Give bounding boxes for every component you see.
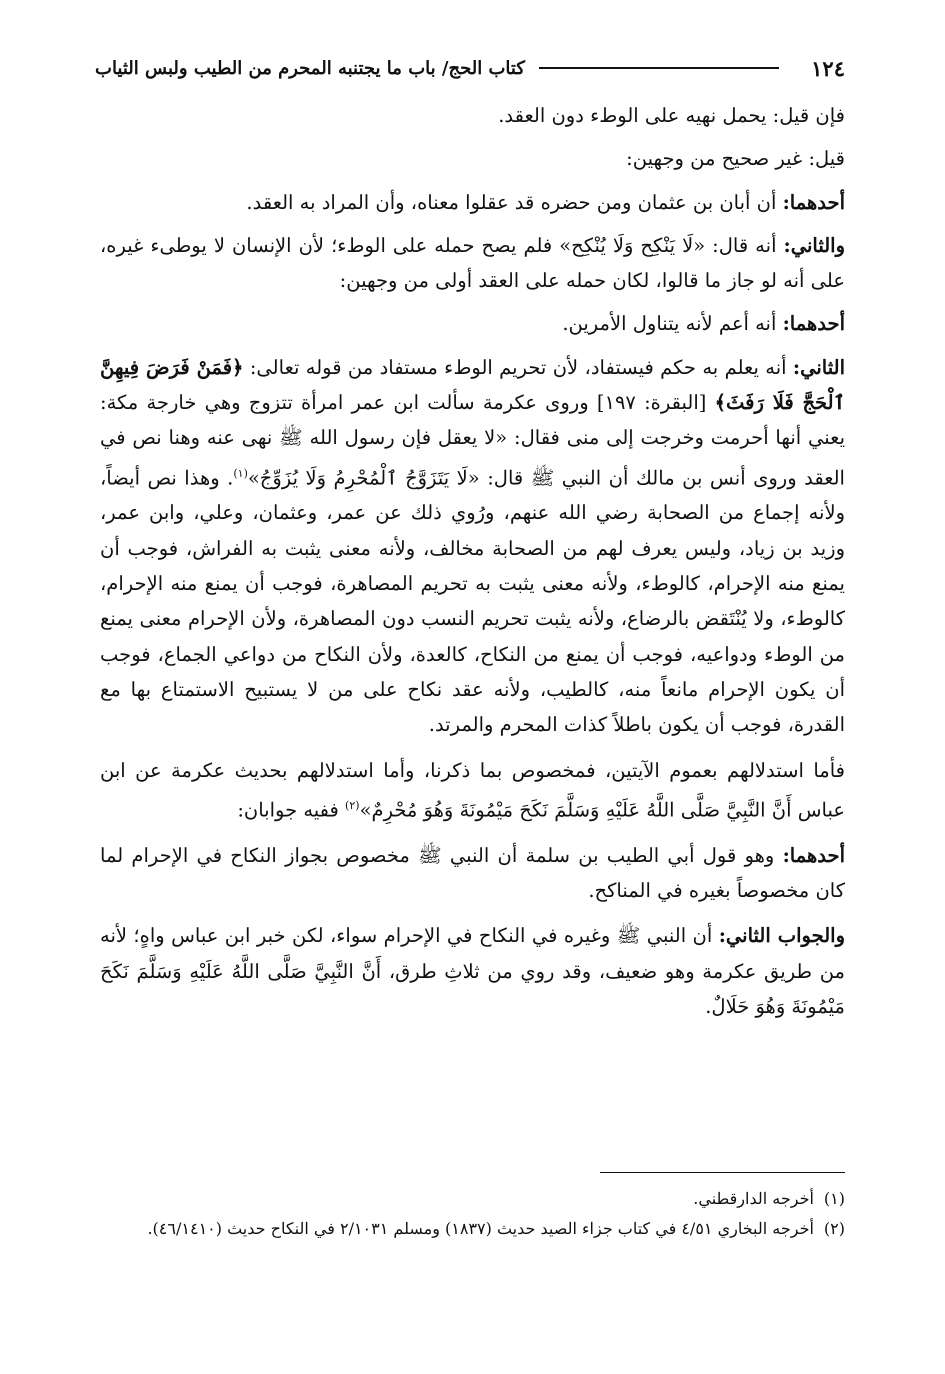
paragraph-lead: أحدهما:: [782, 843, 845, 867]
footnote: [100, 1216, 845, 1242]
footnote-ref: (٢): [345, 798, 360, 812]
footnote-text: أخرجه الدارقطني.: [693, 1189, 814, 1208]
paragraph-text: أن أبان بن عثمان ومن حضره قد عقلوا معناه، وأن المراد به العقد.: [246, 190, 777, 214]
running-title: كتاب الحج/ باب ما يجتنبه المحرم من الطيب ولبس الثياب: [95, 57, 525, 79]
paragraph: [100, 306, 845, 341]
paragraph: [100, 350, 845, 743]
paragraph: [100, 185, 845, 220]
paragraph-text: [البقرة: ١٩٧] وروى عكرمة سألت ابن عمر امرأة تتزوج وهي خارجة مكة: يعني أنها أحرمت وخرجت إلى منى فقال: «لا يعقل فإن رسول الله ﷺ نهى عنه وهنا نص في العقد وروى أنس بن مالك أن النبي ﷺ قال: «لَا يَتَزَوَّجُ ٱلْمُحْرِمُ وَلَا يُزَوِّجُ»: [100, 391, 845, 490]
paragraph-lead: والجواب الثاني:: [718, 924, 845, 948]
paragraph-text: فإن قيل: يحمل نهيه على الوطء دون العقد.: [498, 104, 845, 127]
paragraph-lead: الثاني:: [792, 355, 845, 379]
header-left: [95, 58, 779, 79]
paragraph: [100, 753, 845, 828]
quran-verse: ﴿فَمَنْ فَرَضَ فِيهِنَّ ٱلْحَجَّ فَلَا رَفَثَ﴾: [100, 355, 846, 415]
paragraph-text: أن النبي ﷺ وغيره في النكاح في الإحرام سواء، لكن خبر ابن عباس واهٍ؛ لأنه من طريق عكرمة وهو ضعيف، وقد روي من ثلاثِ طرق، أَنَّ النَّبِيَّ صَلَّى اللَّهُ عَلَيْهِ وَسَلَّمَ نَكَحَ مَيْمُونَةَ وَهُوَ حَلَالٌ.: [100, 924, 845, 1018]
footnote-text: أخرجه البخاري ٤/٥١ في كتاب جزاء الصيد حديث (١٨٣٧) ومسلم ٢/١٠٣١ في النكاح حديث (٤٦/١٤١٠).: [147, 1219, 814, 1238]
paragraph-text: أنه قال: «لَا يَنْكِح وَلَا يُنْكِح» فلم يصح حمله على الوطء؛ لأن الإنسان لا يوطىء غيره، على أنه لو جاز ما قالوا، لكان حمله على العقد أولى من وجهين:: [100, 233, 845, 293]
paragraph: [100, 918, 845, 1024]
paragraph: [100, 141, 845, 176]
paragraph-text: أنه أعم لأنه يتناول الأمرين.: [562, 312, 777, 336]
footnote: [100, 1186, 845, 1212]
body-text: [100, 98, 845, 1034]
page-number: ١٢٤: [811, 55, 845, 81]
footnote-ref: (١): [233, 466, 248, 480]
paragraph-text: وهو قول أبي الطيب بن سلمة أن النبي ﷺ مخصوص بجواز النكاح في الإحرام لما كان مخصوصاً بغيره في المناكح.: [100, 843, 845, 902]
paragraph-text: قيل: غير صحيح من وجهين:: [626, 147, 845, 171]
header-rule: [539, 67, 779, 69]
paragraph-text: ففيه جوابان:: [237, 798, 346, 822]
paragraph-text: . وهذا نص أيضاً، ولأنه إجماع من الصحابة رضي الله عنهم، ورُوي ذلك عن عمر، وعثمان، وعلي، وابن عمر، وزيد بن زياد، وليس يعرف لهم من الصحابة مخالف، ولأنه معنى يثبت به الفراش، فوجب أن يمنع منه الإحرام، كالوطء، ولأنه معنى يثبت به تحريم المصاهرة، فوجب أن يمنع منه الإحرام، كالوطء، ولا يُنْتَقض بالرضاع، ولأنه يثبت تحريم النسب دون المصاهرة، ولأن الإحرام معنى يمنع من الوطء ودواعيه، فوجب أن يمنع من النكاح، كالعدة، ولأن النكاح من دواعي الجماع، فوجب أن يكون الإحرام مانعاً منه، كالطيب، ولأنه عقد نكاح على من لا يستبيح الاستمتاع بها مع القدرة، فوجب أن يكون باطلاً كذات المحرم والمرتد.: [100, 466, 845, 737]
paragraph: [100, 228, 845, 299]
paragraph-lead: أحدهما:: [782, 190, 845, 214]
paragraph-text: فأما استدلالهم بعموم الآيتين، فمخصوص بما ذكرنا، وأما استدلالهم بحديث عكرمة عن ابن عباس أَنَّ النَّبِيَّ صَلَّى اللَّهُ عَلَيْهِ وَسَلَّمَ نَكَحَ مَيْمُونَةَ وَهُوَ مُحْرِمٌ»: [100, 758, 845, 822]
page-header: [95, 52, 845, 84]
paragraph: [100, 838, 845, 909]
paragraph-lead: والثاني:: [783, 233, 846, 257]
paragraph-lead: أحدهما:: [782, 312, 845, 336]
paragraph-text: أنه يعلم به حكم فيستفاد، لأن تحريم الوطء مستفاد من قوله تعالى:: [249, 355, 787, 379]
header-right: [811, 56, 845, 81]
footnotes: [100, 1186, 845, 1246]
footnote-number: (١): [823, 1189, 845, 1208]
footnote-rule: [600, 1172, 845, 1173]
paragraph: [100, 98, 845, 133]
footnote-number: (٢): [823, 1219, 845, 1238]
